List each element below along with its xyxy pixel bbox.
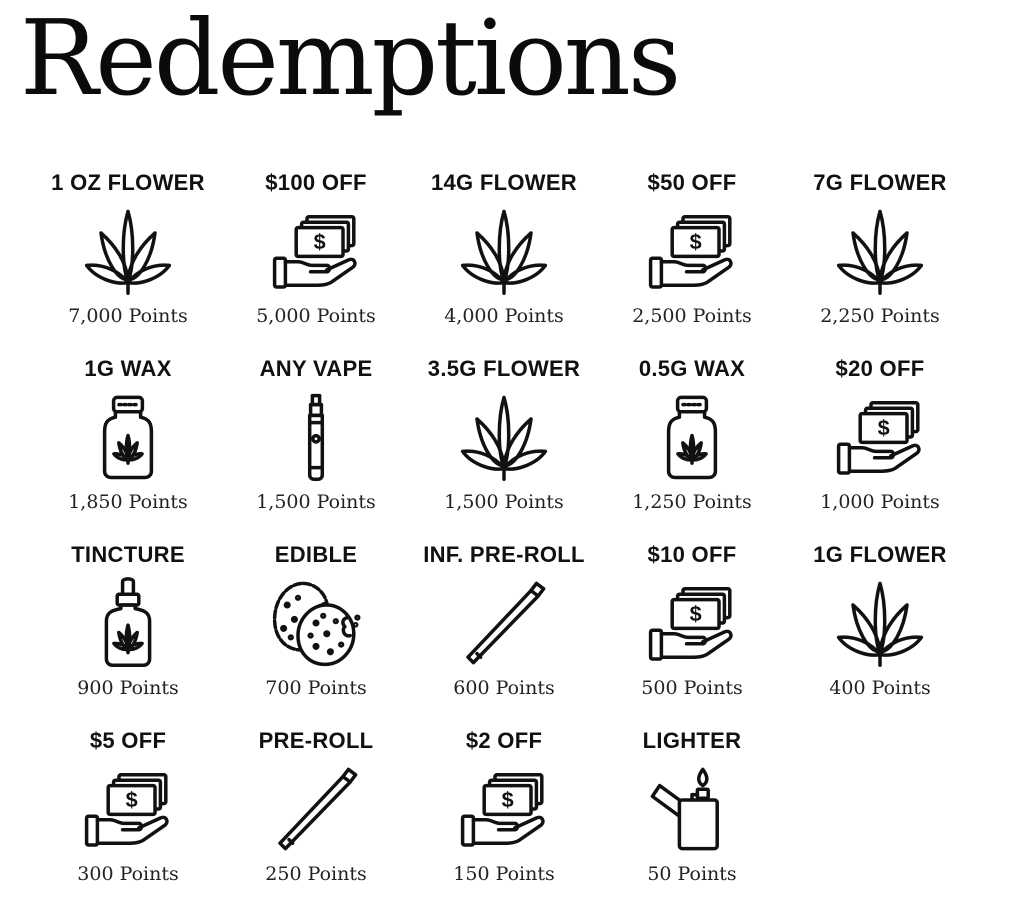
reward-title: $10 OFF bbox=[647, 542, 737, 567]
reward-title: $5 OFF bbox=[89, 728, 167, 753]
reward-points: 1,850 Points bbox=[68, 491, 188, 513]
reward-title: 1G WAX bbox=[84, 356, 172, 381]
cannabis-leaf-icon bbox=[835, 206, 925, 296]
reward-title: $50 OFF bbox=[647, 170, 737, 195]
reward-title: ANY VAPE bbox=[259, 356, 373, 381]
svg-text:$: $ bbox=[689, 601, 702, 627]
pre-roll-icon bbox=[271, 764, 361, 854]
reward-card[interactable] bbox=[222, 354, 410, 540]
cash-hand-icon bbox=[83, 764, 173, 854]
svg-text:$: $ bbox=[125, 787, 138, 813]
reward-card[interactable] bbox=[410, 168, 598, 354]
reward-title: LIGHTER bbox=[642, 728, 742, 753]
reward-title: 14G FLOWER bbox=[430, 170, 577, 195]
cannabis-leaf-icon bbox=[835, 578, 925, 668]
reward-card[interactable] bbox=[410, 540, 598, 726]
reward-points: 5,000 Points bbox=[256, 305, 376, 327]
reward-title: $100 OFF bbox=[265, 170, 367, 195]
reward-points: 300 Points bbox=[77, 863, 179, 885]
reward-points: 1,000 Points bbox=[820, 491, 940, 513]
reward-points: 400 Points bbox=[829, 677, 931, 699]
reward-title: 3.5G FLOWER bbox=[427, 356, 581, 381]
reward-title: 1G FLOWER bbox=[813, 542, 947, 567]
reward-card[interactable] bbox=[786, 354, 974, 540]
reward-points: 900 Points bbox=[77, 677, 179, 699]
reward-card[interactable] bbox=[598, 354, 786, 540]
reward-points: 150 Points bbox=[453, 863, 555, 885]
cash-hand-icon bbox=[835, 392, 925, 482]
reward-points: 2,250 Points bbox=[820, 305, 940, 327]
reward-card[interactable] bbox=[222, 726, 410, 912]
reward-title: TINCTURE bbox=[71, 542, 185, 567]
cash-hand-icon bbox=[647, 206, 737, 296]
reward-card[interactable] bbox=[786, 168, 974, 354]
reward-card[interactable] bbox=[598, 726, 786, 912]
reward-points: 600 Points bbox=[453, 677, 555, 699]
tincture-bottle-icon bbox=[83, 578, 173, 668]
reward-title: 1 OZ FLOWER bbox=[51, 170, 205, 195]
reward-points: 2,500 Points bbox=[632, 305, 752, 327]
reward-points: 4,000 Points bbox=[444, 305, 564, 327]
pre-roll-icon bbox=[459, 578, 549, 668]
reward-card[interactable] bbox=[222, 540, 410, 726]
rewards-grid bbox=[34, 168, 974, 912]
cash-hand-icon bbox=[647, 578, 737, 668]
reward-points: 1,500 Points bbox=[444, 491, 564, 513]
reward-card[interactable] bbox=[786, 540, 974, 726]
reward-points: 50 Points bbox=[647, 863, 737, 885]
page-title: Redemptions bbox=[20, 0, 679, 119]
reward-title: $2 OFF bbox=[465, 728, 543, 753]
reward-card[interactable] bbox=[410, 726, 598, 912]
reward-card[interactable] bbox=[34, 354, 222, 540]
lighter-icon bbox=[647, 764, 737, 854]
svg-text:$: $ bbox=[501, 787, 514, 813]
reward-points: 500 Points bbox=[641, 677, 743, 699]
reward-points: 7,000 Points bbox=[68, 305, 188, 327]
reward-title: $20 OFF bbox=[835, 356, 925, 381]
reward-title: 7G FLOWER bbox=[813, 170, 947, 195]
wax-jar-icon bbox=[83, 392, 173, 482]
reward-points: 1,500 Points bbox=[256, 491, 376, 513]
reward-points: 1,250 Points bbox=[632, 491, 752, 513]
svg-text:$: $ bbox=[689, 229, 702, 255]
reward-title: INF. PRE-ROLL bbox=[423, 542, 585, 567]
reward-card[interactable] bbox=[410, 354, 598, 540]
reward-points: 700 Points bbox=[265, 677, 367, 699]
reward-card[interactable] bbox=[222, 168, 410, 354]
reward-points: 250 Points bbox=[265, 863, 367, 885]
reward-card[interactable] bbox=[598, 540, 786, 726]
cookie-icon bbox=[271, 578, 361, 668]
cash-hand-icon bbox=[459, 764, 549, 854]
svg-text:$: $ bbox=[313, 229, 326, 255]
reward-card[interactable] bbox=[598, 168, 786, 354]
reward-card[interactable] bbox=[34, 168, 222, 354]
reward-title: PRE-ROLL bbox=[258, 728, 374, 753]
cash-hand-icon bbox=[271, 206, 361, 296]
reward-title: 0.5G WAX bbox=[638, 356, 746, 381]
cannabis-leaf-icon bbox=[459, 392, 549, 482]
svg-text:$: $ bbox=[877, 415, 890, 441]
reward-card[interactable] bbox=[34, 726, 222, 912]
reward-title: EDIBLE bbox=[274, 542, 358, 567]
reward-card[interactable] bbox=[34, 540, 222, 726]
vape-pen-icon bbox=[271, 392, 361, 482]
cannabis-leaf-icon bbox=[459, 206, 549, 296]
cannabis-leaf-icon bbox=[83, 206, 173, 296]
wax-jar-icon bbox=[647, 392, 737, 482]
